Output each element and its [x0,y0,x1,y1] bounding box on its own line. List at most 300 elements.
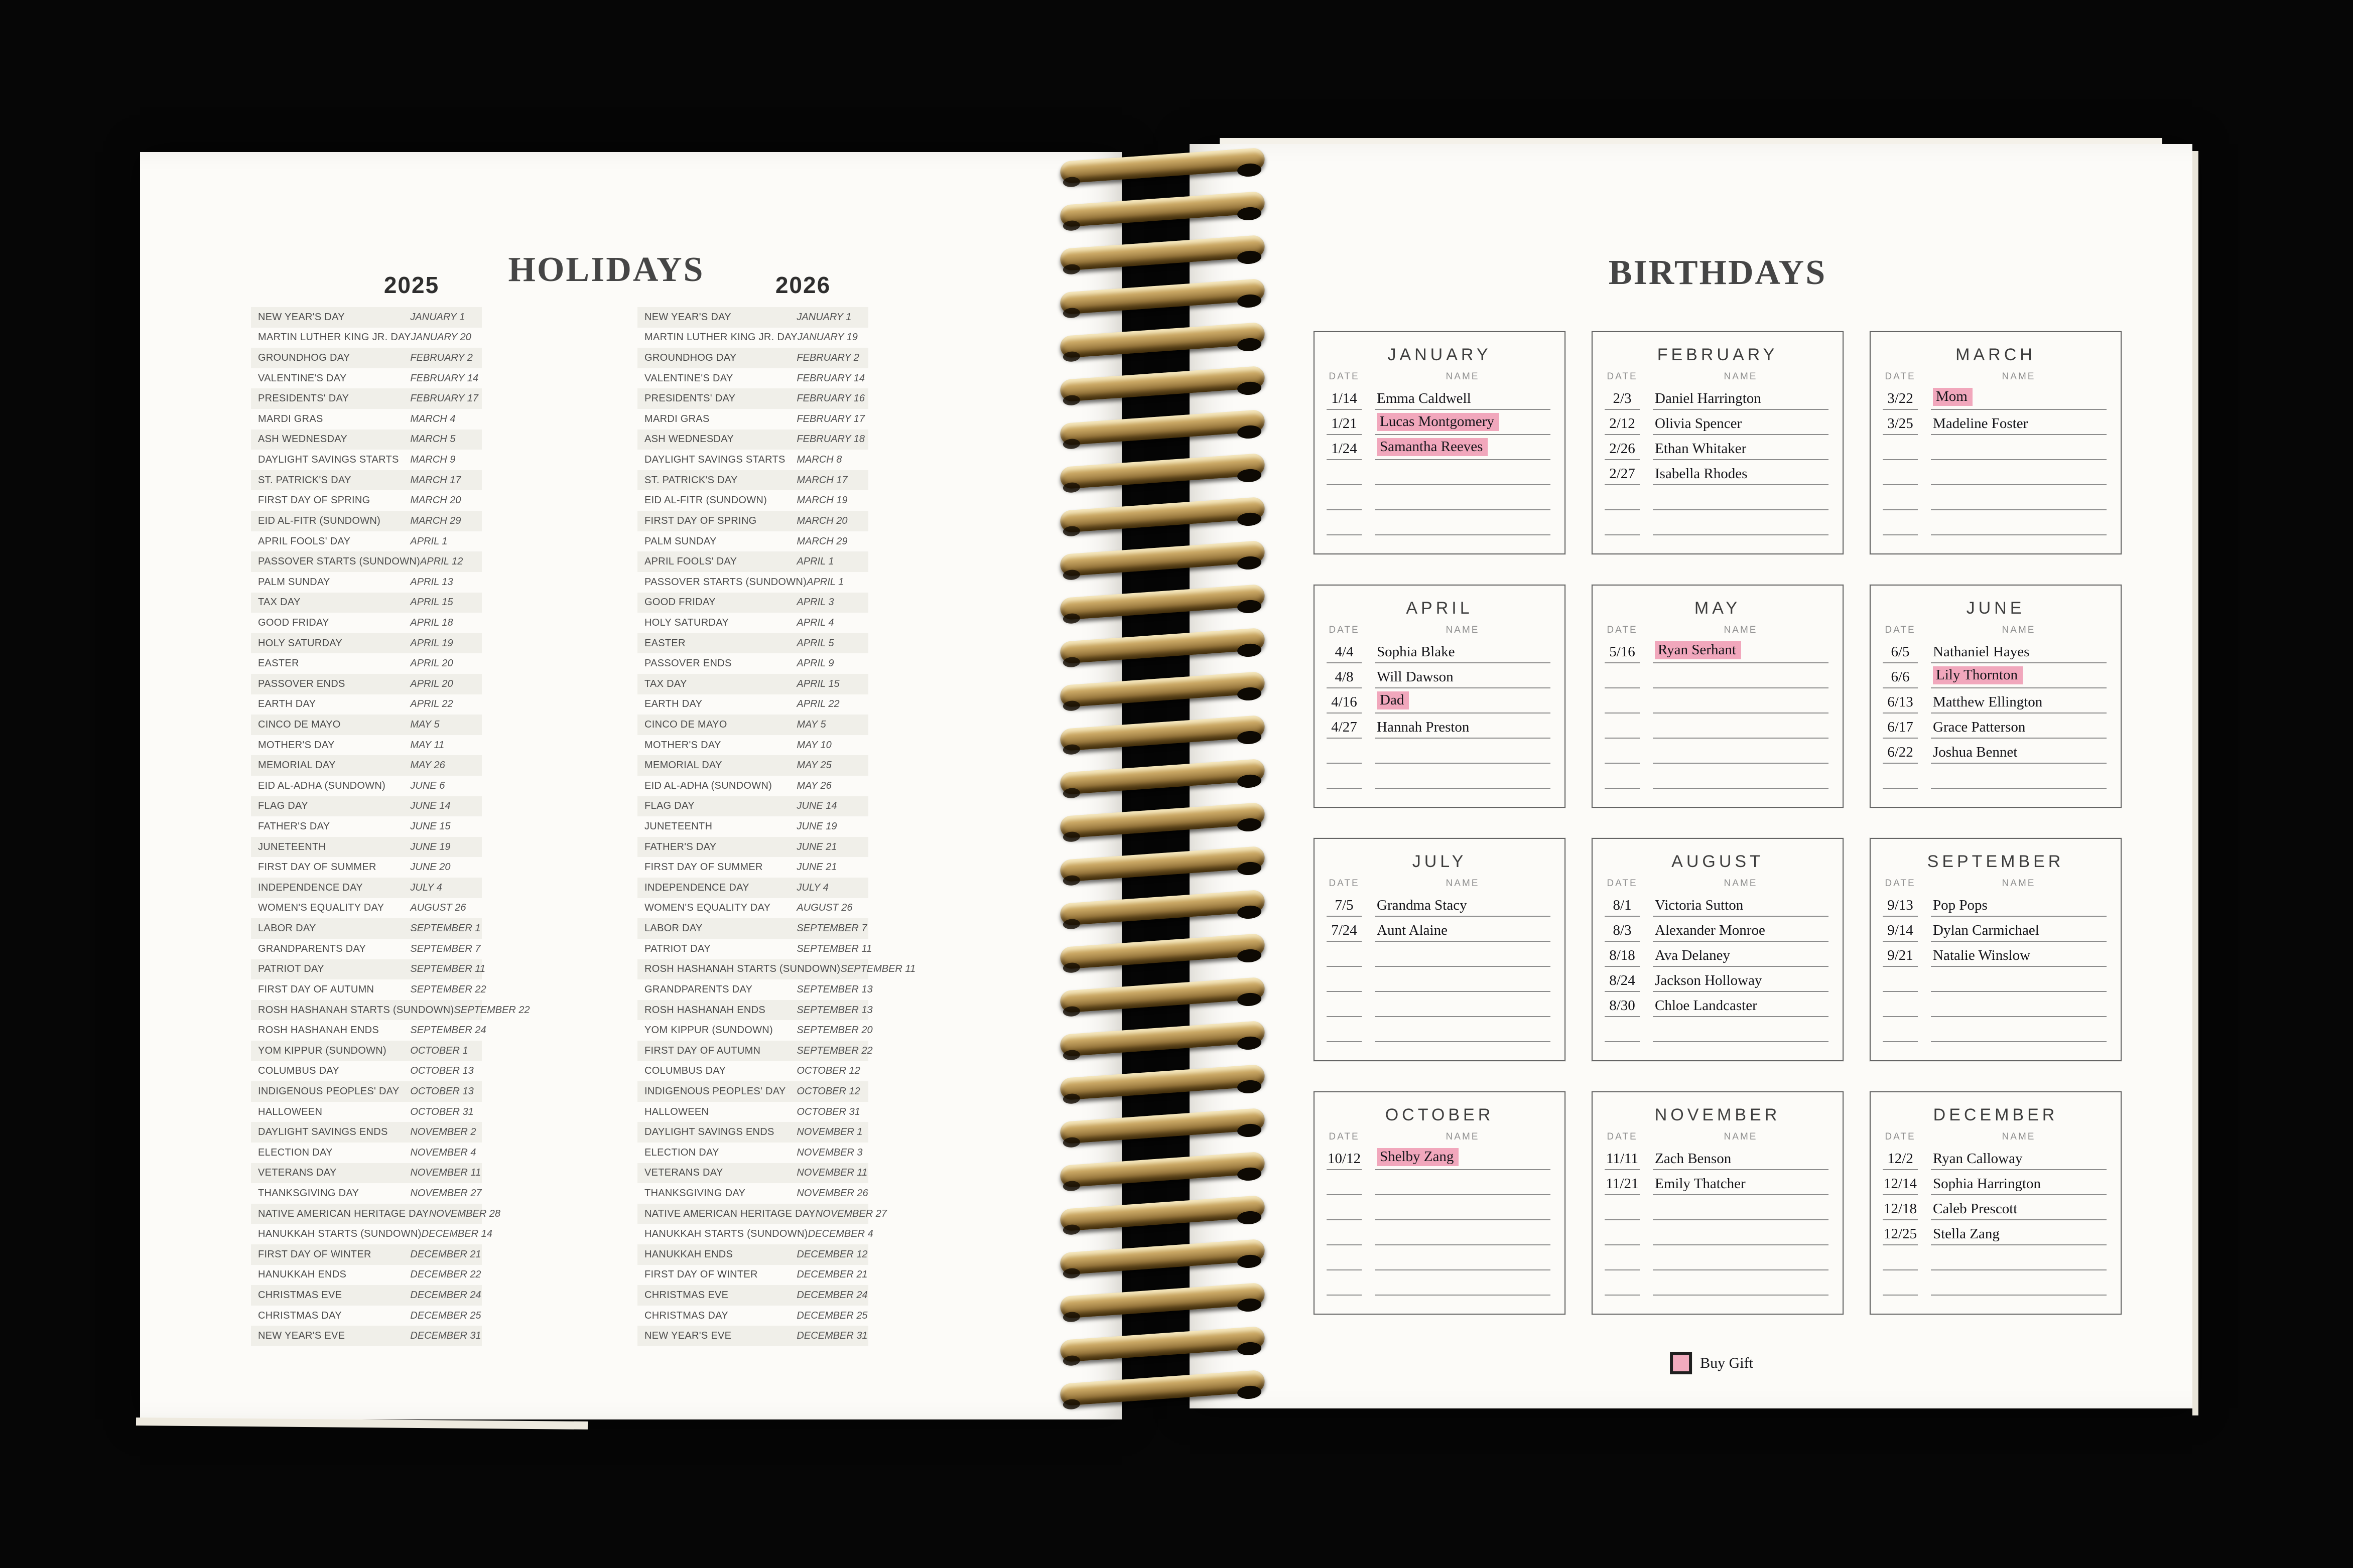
holiday-name: FLAG DAY [258,800,308,812]
birthday-date [1327,785,1362,789]
holiday-date: MAY 26 [410,760,445,771]
holiday-date: MAY 25 [797,760,832,771]
birthday-name [1931,456,2107,460]
birthday-date [1327,481,1362,485]
birthday-row [1593,992,1843,1017]
birthday-date: 8/24 [1605,973,1640,992]
birthday-name: Grandma Stacy [1375,898,1550,917]
birthday-card [1592,838,1844,1061]
birthday-name: Sophia Harrington [1931,1177,2107,1195]
birthday-name: Will Dawson [1375,670,1550,688]
holiday-name: EASTER [258,658,299,669]
birthday-date [1605,506,1640,510]
holiday-row [637,1041,873,1061]
birthday-row [1871,917,2121,942]
holiday-row [251,1143,482,1163]
birthday-row [1315,942,1564,967]
holiday-name: NATIVE AMERICAN HERITAGE DAY [258,1208,429,1219]
birthday-date [1883,988,1918,992]
holiday-date: APRIL 1 [410,535,448,547]
holiday-row [637,348,868,368]
holiday-date: DECEMBER 21 [410,1248,481,1260]
birthday-name [1375,963,1550,967]
birthday-date: 6/17 [1883,720,1918,739]
card-month-title: AUGUST [1671,852,1764,871]
birthday-row [1593,1245,1843,1270]
holiday-row [251,796,482,817]
holiday-row [637,939,872,959]
card-header-row [1315,876,1564,892]
birthday-name [1931,1013,2107,1017]
holiday-date: DECEMBER 12 [797,1248,868,1260]
date-column-header: DATE [1607,625,1638,635]
birthday-card [1870,838,2122,1061]
holiday-name: NEW YEAR'S EVE [258,1330,345,1342]
birthday-row [1593,967,1843,992]
holiday-name: FIRST DAY OF SUMMER [644,862,763,873]
holiday-row [251,898,482,919]
holiday-name: COLUMBUS DAY [258,1065,340,1077]
holiday-row [251,511,482,531]
holiday-row [251,1061,482,1082]
holiday-name: EASTER [644,637,686,649]
holiday-name: ASH WEDNESDAY [258,434,348,445]
birthdays-page [1190,144,2192,1408]
holiday-row [251,715,482,735]
holiday-name: MOTHER'S DAY [258,739,335,751]
holiday-date: APRIL 5 [797,637,834,649]
holiday-date: MARCH 29 [410,515,461,526]
date-column-header: DATE [1885,878,1916,889]
birthday-row [1593,385,1843,410]
birthday-date [1327,1191,1362,1195]
holiday-name: MARDI GRAS [644,413,710,424]
card-header-row [1871,369,2121,385]
holiday-row [251,755,482,776]
birthday-name [1375,1241,1550,1245]
holiday-date: SEPTEMBER 11 [797,943,872,954]
holiday-name: FIRST DAY OF WINTER [258,1248,371,1260]
holiday-row [251,430,482,450]
holiday-date: SEPTEMBER 22 [410,983,486,995]
holiday-name: COLUMBUS DAY [644,1065,726,1077]
birthday-date [1883,506,1918,510]
holiday-date: JUNE 21 [797,841,837,852]
holiday-name: VETERANS DAY [258,1167,337,1179]
birthday-date: 3/22 [1883,391,1918,410]
holiday-date: JUNE 21 [797,862,837,873]
birthday-date: 12/14 [1883,1177,1918,1195]
birthday-row [1593,460,1843,485]
birthday-row [1593,714,1843,739]
birthday-name: Caleb Prescott [1931,1202,2107,1220]
birthday-row [1315,385,1564,410]
birthday-name [1375,988,1550,992]
birthday-name: Emma Caldwell [1375,391,1550,410]
holiday-date: APRIL 12 [420,556,463,567]
card-month-title: DECEMBER [1933,1105,2058,1124]
holiday-name: WOMEN'S EQUALITY DAY [258,902,384,914]
holiday-name: PASSOVER STARTS (SUNDOWN) [258,556,421,567]
name-column-header: NAME [1446,625,1480,635]
birthday-name: Daniel Harrington [1653,391,1828,410]
highlighted-name: Lily Thornton [1933,666,2023,684]
birthday-name [1653,1292,1828,1296]
birthday-name [1931,1266,2107,1270]
birthday-row [1315,688,1564,714]
card-month-title: NOVEMBER [1654,1105,1781,1124]
birthday-card [1870,331,2122,554]
holiday-row [637,511,868,531]
holiday-row [637,1143,868,1163]
holiday-row [637,490,868,511]
birthday-date [1883,1292,1918,1296]
birthday-date: 6/22 [1883,745,1918,764]
holiday-date: SEPTEMBER 11 [410,963,486,975]
holiday-row [251,653,482,674]
holiday-name: FIRST DAY OF WINTER [644,1269,758,1280]
holiday-row [637,878,868,898]
birthday-name: Hannah Preston [1375,720,1550,739]
holiday-name: ROSH HASHANAH STARTS (SUNDOWN) [258,1004,454,1016]
holiday-name: VALENTINE'S DAY [644,372,733,384]
holiday-name: MARDI GRAS [258,413,323,424]
birthday-row [1315,485,1564,510]
holiday-row [637,715,868,735]
holiday-row [251,1020,486,1041]
holiday-date: NOVEMBER 1 [797,1126,863,1138]
birthday-name [1375,1292,1550,1296]
birthday-date: 1/24 [1327,442,1362,460]
holiday-name: FIRST DAY OF SPRING [644,515,757,526]
holiday-row [637,593,868,613]
holiday-row [251,490,482,511]
holiday-row [637,918,868,939]
holiday-date: JUNE 19 [797,821,837,832]
highlighted-name: Mom [1933,388,1973,406]
birthday-row [1315,1017,1564,1042]
birthday-card [1870,585,2122,808]
holiday-name: PATRIOT DAY [258,963,324,975]
name-column-header: NAME [1724,1131,1758,1142]
birthday-date [1327,1216,1362,1220]
holiday-date: MARCH 8 [797,454,842,466]
holiday-date: MARCH 17 [797,474,848,486]
birthday-name: Ryan Calloway [1931,1152,2107,1170]
holiday-name: CHRISTMAS DAY [258,1310,342,1321]
holiday-name: THANKSGIVING DAY [258,1188,359,1199]
holiday-list-2025 [251,307,530,1346]
holidays-title: HOLIDAYS [508,250,705,289]
holiday-name: FIRST DAY OF SPRING [258,495,370,506]
birthday-name: Ava Delaney [1653,948,1828,967]
holiday-date: OCTOBER 12 [797,1065,860,1077]
birthday-name [1931,481,2107,485]
birthday-name [1653,684,1828,688]
holiday-list-2026 [637,307,916,1346]
holiday-date: MARCH 20 [410,495,461,506]
holiday-row [637,1204,887,1224]
holiday-date: MAY 5 [797,719,826,730]
name-column-header: NAME [2002,371,2036,382]
holiday-date: JANUARY 1 [797,311,852,323]
holiday-name: NEW YEAR'S EVE [644,1330,732,1342]
birthday-name: Ethan Whitaker [1653,442,1828,460]
birthday-row [1315,739,1564,764]
holiday-name: NATIVE AMERICAN HERITAGE DAY [644,1208,816,1219]
birthday-date [1327,760,1362,764]
birthday-row [1871,1145,2121,1170]
card-header-row [1593,1129,1843,1145]
holiday-row [251,348,482,368]
birthday-name: Alexander Monroe [1653,923,1828,942]
holiday-date: APRIL 4 [797,617,834,628]
holiday-row [637,307,868,328]
birthday-name: Pop Pops [1931,898,2107,917]
birthday-row [1593,410,1843,435]
birthday-name [1375,760,1550,764]
holiday-date: AUGUST 26 [797,902,853,914]
birthday-date: 2/27 [1605,467,1640,485]
holiday-name: DAYLIGHT SAVINGS STARTS [644,454,786,466]
holiday-name: ROSH HASHANAH ENDS [258,1025,379,1036]
holiday-row [251,694,482,715]
holiday-row [637,1306,868,1326]
name-column-header: NAME [2002,878,2036,889]
year-header-2026: 2026 [775,272,831,298]
holiday-date: OCTOBER 31 [410,1106,474,1117]
holiday-row [637,613,868,633]
holiday-date: APRIL 18 [410,617,453,628]
holiday-name: TAX DAY [644,678,687,689]
holiday-row [251,837,482,858]
holiday-row [637,1265,868,1286]
birthday-row [1871,1017,2121,1042]
birthday-row [1871,739,2121,764]
date-column-header: DATE [1329,878,1360,889]
holiday-name: MEMORIAL DAY [258,760,336,771]
holiday-date: JULY 4 [410,882,442,893]
holiday-date: JANUARY 1 [410,311,465,323]
holiday-name: FIRST DAY OF SUMMER [258,862,376,873]
birthday-row [1593,917,1843,942]
holiday-row [251,1285,482,1306]
card-month-title: SEPTEMBER [1927,852,2064,871]
date-column-header: DATE [1329,625,1360,635]
holiday-date: MARCH 19 [797,495,848,506]
birthday-name [1653,1241,1828,1245]
birthday-name: Isabella Rhodes [1653,467,1828,485]
birthday-row [1315,410,1564,435]
birthday-row [1871,688,2121,714]
birthday-date [1605,760,1640,764]
birthday-card [1592,585,1844,808]
holiday-name: FATHER'S DAY [644,841,717,852]
card-month-title: MAY [1694,599,1741,618]
birthday-date: 4/27 [1327,720,1362,739]
birthday-row [1315,1145,1564,1170]
birthday-name [1653,506,1828,510]
birthday-name: Nathaniel Hayes [1931,645,2107,663]
holiday-date: NOVEMBER 2 [410,1126,476,1138]
holiday-row [637,694,868,715]
holiday-name: ELECTION DAY [644,1147,719,1158]
holiday-date: OCTOBER 1 [410,1045,468,1056]
birthday-date: 5/16 [1605,645,1640,663]
holiday-row [637,328,868,348]
birthday-card [1314,331,1565,554]
holiday-date: APRIL 1 [807,576,844,588]
holiday-date: APRIL 9 [797,658,834,669]
holiday-name: HANUKKAH STARTS (SUNDOWN) [258,1228,422,1240]
birthday-date [1883,1266,1918,1270]
holiday-row [637,1102,868,1122]
pink-highlight-swatch-icon [1670,1352,1692,1374]
birthday-row [1871,892,2121,917]
holiday-date: DECEMBER 22 [410,1269,481,1280]
birthday-row [1593,1195,1843,1220]
birthday-date [1605,1038,1640,1042]
card-header-row [1593,622,1843,638]
birthday-row [1315,714,1564,739]
birthday-row [1593,638,1843,663]
birthday-row [1315,638,1564,663]
holiday-row [637,531,868,552]
birthday-name [1931,531,2107,535]
holiday-name: THANKSGIVING DAY [644,1188,746,1199]
birthday-date: 11/21 [1605,1177,1640,1195]
holiday-date: NOVEMBER 27 [410,1188,482,1199]
birthday-name [1375,785,1550,789]
birthday-row [1593,435,1843,460]
holiday-date: JANUARY 19 [797,332,858,343]
holiday-row [637,572,868,593]
holiday-date: MARCH 4 [410,413,456,424]
holiday-name: ST. PATRICK'S DAY [258,474,351,486]
holiday-row [637,1163,868,1184]
holiday-row [251,368,482,389]
holiday-row [251,1102,482,1122]
holiday-date: NOVEMBER 26 [797,1188,868,1199]
holiday-name: PASSOVER STARTS (SUNDOWN) [644,576,807,588]
holiday-name: GOOD FRIDAY [644,597,716,608]
birthday-date [1605,1266,1640,1270]
holiday-name: TAX DAY [258,597,301,608]
holiday-date: MAY 5 [410,719,440,730]
date-column-header: DATE [1885,1131,1916,1142]
holiday-name: EID AL-FITR (SUNDOWN) [644,495,767,506]
holiday-row [251,979,486,1000]
birthday-date [1883,1038,1918,1042]
holiday-row [251,1183,482,1204]
birthday-row [1593,1017,1843,1042]
birthday-name [1931,1292,2107,1296]
holiday-row [637,837,868,858]
holiday-name: GRANDPARENTS DAY [644,983,753,995]
card-header-row [1315,622,1564,638]
holiday-row [251,1204,500,1224]
birthday-date [1883,1013,1918,1017]
birthday-date [1327,963,1362,967]
birthday-date: 4/16 [1327,695,1362,714]
birthday-date: 12/2 [1883,1152,1918,1170]
birthday-row [1315,892,1564,917]
birthday-name [1375,1148,1550,1170]
birthday-date: 8/18 [1605,948,1640,967]
holiday-name: HALLOWEEN [644,1106,709,1117]
birthday-date [1605,531,1640,535]
birthday-name: Emily Thatcher [1653,1177,1828,1195]
holiday-name: MEMORIAL DAY [644,760,722,771]
holiday-row [637,409,868,430]
birthday-row [1871,638,2121,663]
holiday-name: ST. PATRICK'S DAY [644,474,738,486]
birthday-name [1653,1038,1828,1042]
highlighted-name: Samantha Reeves [1377,438,1488,456]
birthday-name [1375,1038,1550,1042]
birthday-row [1593,1220,1843,1245]
birthday-row [1871,1245,2121,1270]
year-header-2025: 2025 [383,272,440,298]
date-column-header: DATE [1329,371,1360,382]
holiday-date: DECEMBER 25 [797,1310,868,1321]
holiday-row [251,1081,482,1102]
birthday-card [1870,1091,2122,1315]
holiday-row [637,674,868,694]
birthday-row [1315,992,1564,1017]
holiday-row [251,1122,482,1143]
holiday-name: CINCO DE MAYO [644,719,727,730]
holiday-row [637,1000,873,1021]
holiday-row [251,1224,492,1244]
holiday-name: ELECTION DAY [258,1147,333,1158]
holiday-row [251,593,482,613]
holiday-date: APRIL 22 [797,698,840,710]
holiday-row [637,959,916,980]
birthday-name [1375,1013,1550,1017]
holiday-date: APRIL 1 [797,556,834,567]
birthday-name [1653,760,1828,764]
birthday-row [1871,714,2121,739]
birthday-row [1315,663,1564,688]
birthday-row [1871,1170,2121,1195]
holiday-date: JUNE 15 [410,821,451,832]
holiday-date: JUNE 14 [797,800,837,812]
birthday-row [1315,1170,1564,1195]
holiday-name: FATHER'S DAY [258,821,330,832]
birthday-row [1593,510,1843,535]
holiday-name: JUNETEENTH [258,841,326,852]
name-column-header: NAME [1446,371,1480,382]
birthday-date: 1/21 [1327,416,1362,435]
birthday-date: 2/12 [1605,416,1640,435]
holiday-date: APRIL 3 [797,597,834,608]
holiday-date: JULY 4 [797,882,829,893]
birthday-name [1653,735,1828,739]
holiday-date: SEPTEMBER 22 [454,1004,530,1016]
birthday-date: 3/25 [1883,416,1918,435]
birthday-name [1653,641,1828,663]
birthday-name: Jackson Holloway [1653,973,1828,992]
holiday-name: MARTIN LUTHER KING JR. DAY [258,332,411,343]
birthday-name: Victoria Sutton [1653,898,1828,917]
holiday-name: VALENTINE'S DAY [258,372,347,384]
birthday-row [1315,967,1564,992]
holiday-date: SEPTEMBER 7 [797,923,867,934]
holiday-date: MARCH 29 [797,535,848,547]
birthday-name: Grace Patterson [1931,720,2107,739]
birthday-card [1592,331,1844,554]
